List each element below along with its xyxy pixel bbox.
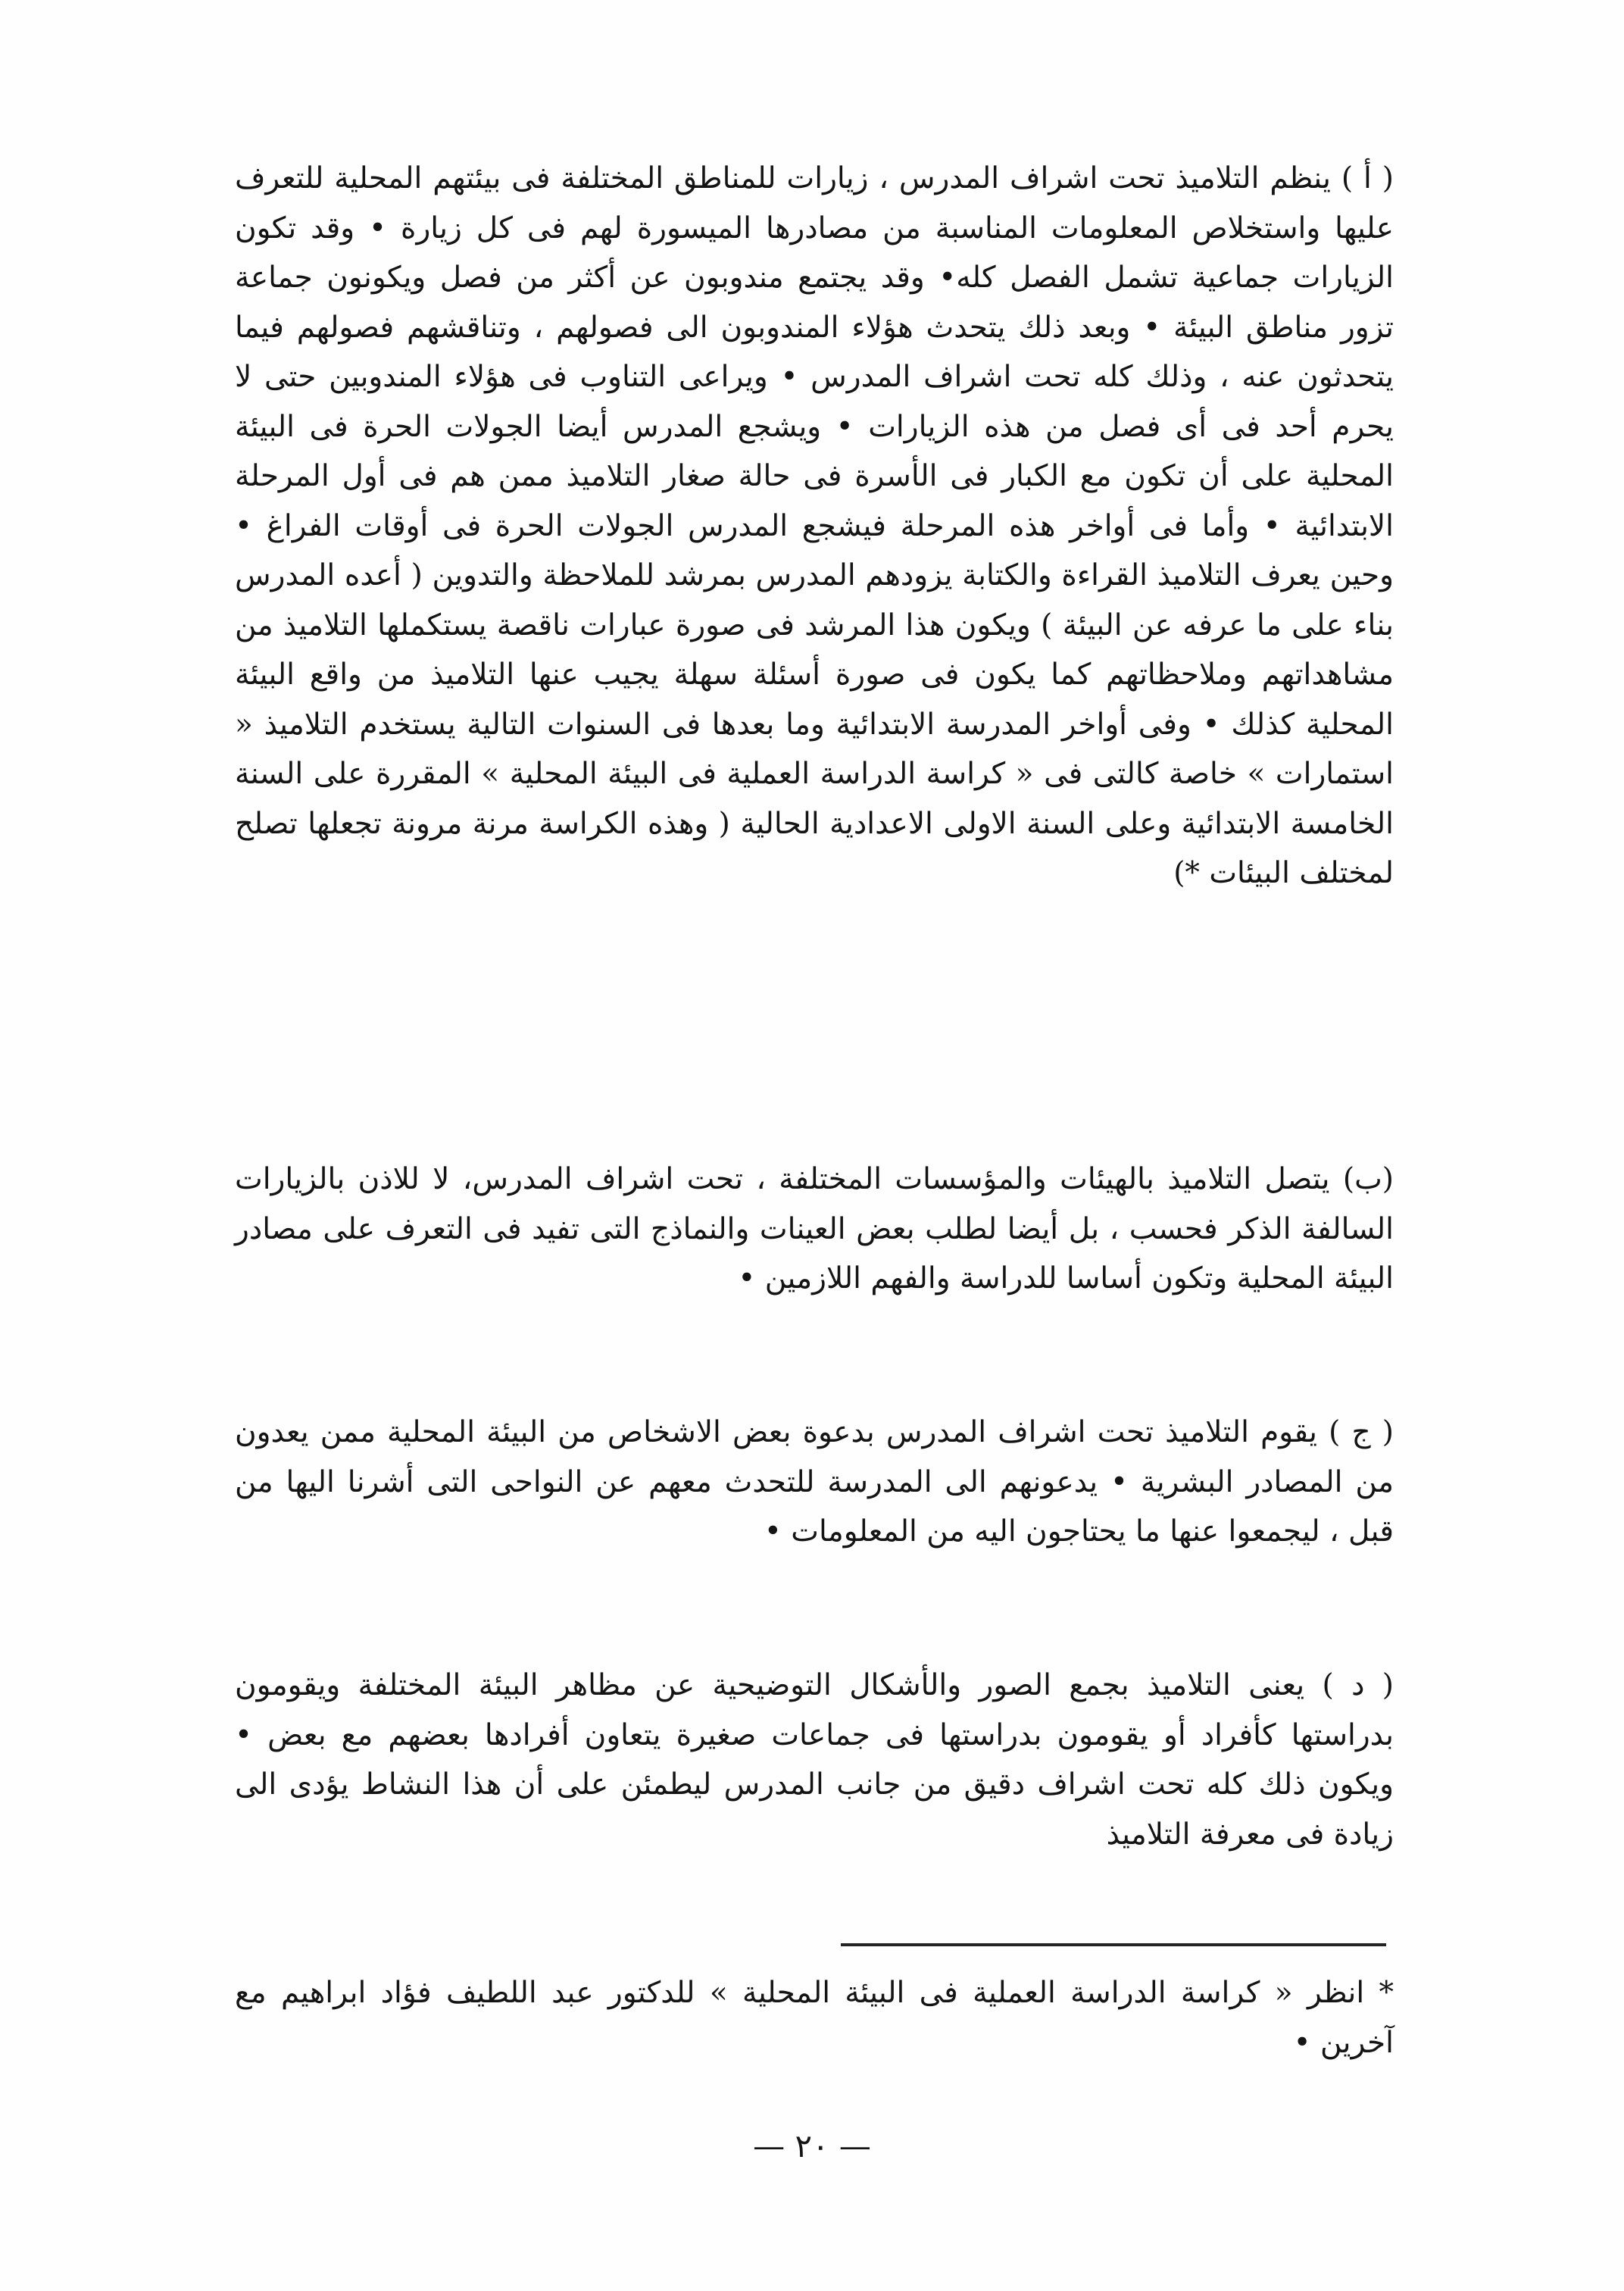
paragraph-c: ( ج ) يقوم التلاميذ تحت اشراف المدرس بدعوة بعض الاشخاص من البيئة المحلية ممن يعدون من المصادر البشرية • يدعونهم الى المدرسة للتحدث معهم عن النواحى التى أشرنا اليها من قبل ، ليجمعوا عنها ما يحتاجون اليه من المعلومات • [235,1415,1394,1549]
paragraph-b: (ب) يتصل التلاميذ بالهيئات والمؤسسات المختلفة ، تحت اشراف المدرس، لا للاذن بالزيارات السالفة الذكر فحسب ، بل أيضا لطلب بعض العينات والنماذج التى تفيد فى التعرف على مصادر البيئة المحلية وتكون أساسا للدراسة والفهم اللازمين • [235,1162,1394,1296]
footnote: * انظر « كراسة الدراسة العملية فى البيئة المحلية » للدكتور عبد اللطيف فؤاد ابراهيم مع آخرين • [235,1976,1394,2060]
paragraph-a: ( أ ) ينظم التلاميذ تحت اشراف المدرس ، زيارات للمناطق المختلفة فى بيئتهم المحلية للتعرف عليها واستخلاص المعلومات المناسبة من مصادرها الميسورة لهم فى كل زيارة • وقد تكون الزيارات جماعية تشمل الفصل كله• وقد يجتمع مندوبون عن أكثر من فصل ويكونون جماعة تزور مناطق البيئة • وبعد ذلك يتحدث هؤلاء المندوبون الى فصولهم ، وتناقشهم فصولهم فيما يتحدثون عنه ، وذلك كله تحت اشراف المدرس • ويراعى التناوب فى هؤلاء المندوبين حتى لا يحرم أحد فى أى فصل من هذه الزيارات • ويشجع المدرس أيضا الجولات الحرة فى البيئة المحلية على أن تكون مع الكبار فى الأسرة فى حالة صغار التلاميذ ممن هم فى أول المرحلة الابتدائية • وأما فى أواخر هذه المرحلة فيشجع المدرس الجولات الحرة فى أوقات الفراغ • وحين يعرف التلاميذ القراءة والكتابة يزودهم المدرس بمرشد للملاحظة والتدوين ( أعده المدرس بناء على ما عرفه عن البيئة ) ويكون هذا المرشد فى صورة عبارات ناقصة يستكملها التلاميذ من مشاهداتهم وملاحظاتهم كما يكون فى صورة أسئلة سهلة يجيب عنها التلاميذ من واقع البيئة المحلية كذلك • وفى أواخر المدرسة الابتدائية وما بعدها فى السنوات التالية يستخدم التلاميذ « استمارات » خاصة كالتى فى « كراسة الدراسة العملية فى البيئة المحلية » المقررة على السنة الخامسة الابتدائية وعلى السنة الاولى الاعدادية الحالية ( وهذه الكراسة مرنة مرونة تجعلها تصلح لمختلف البيئات *) [235,161,1394,890]
page-number: — ٢٠ — [753,2127,871,2164]
footnote-divider [841,1943,1386,1946]
paragraph-d: ( د ) يعنى التلاميذ بجمع الصور والأشكال التوضيحية عن مظاهر البيئة المختلفة ويقومون بدراستها كأفراد أو يقومون بدراستها فى جماعات صغيرة يتعاون أفرادها بعضهم مع بعض • ويكون ذلك كله تحت اشراف دقيق من جانب المدرس ليطمئن على أن هذا النشاط يؤدى الى زيادة فى معرفة التلاميذ [235,1668,1394,1852]
